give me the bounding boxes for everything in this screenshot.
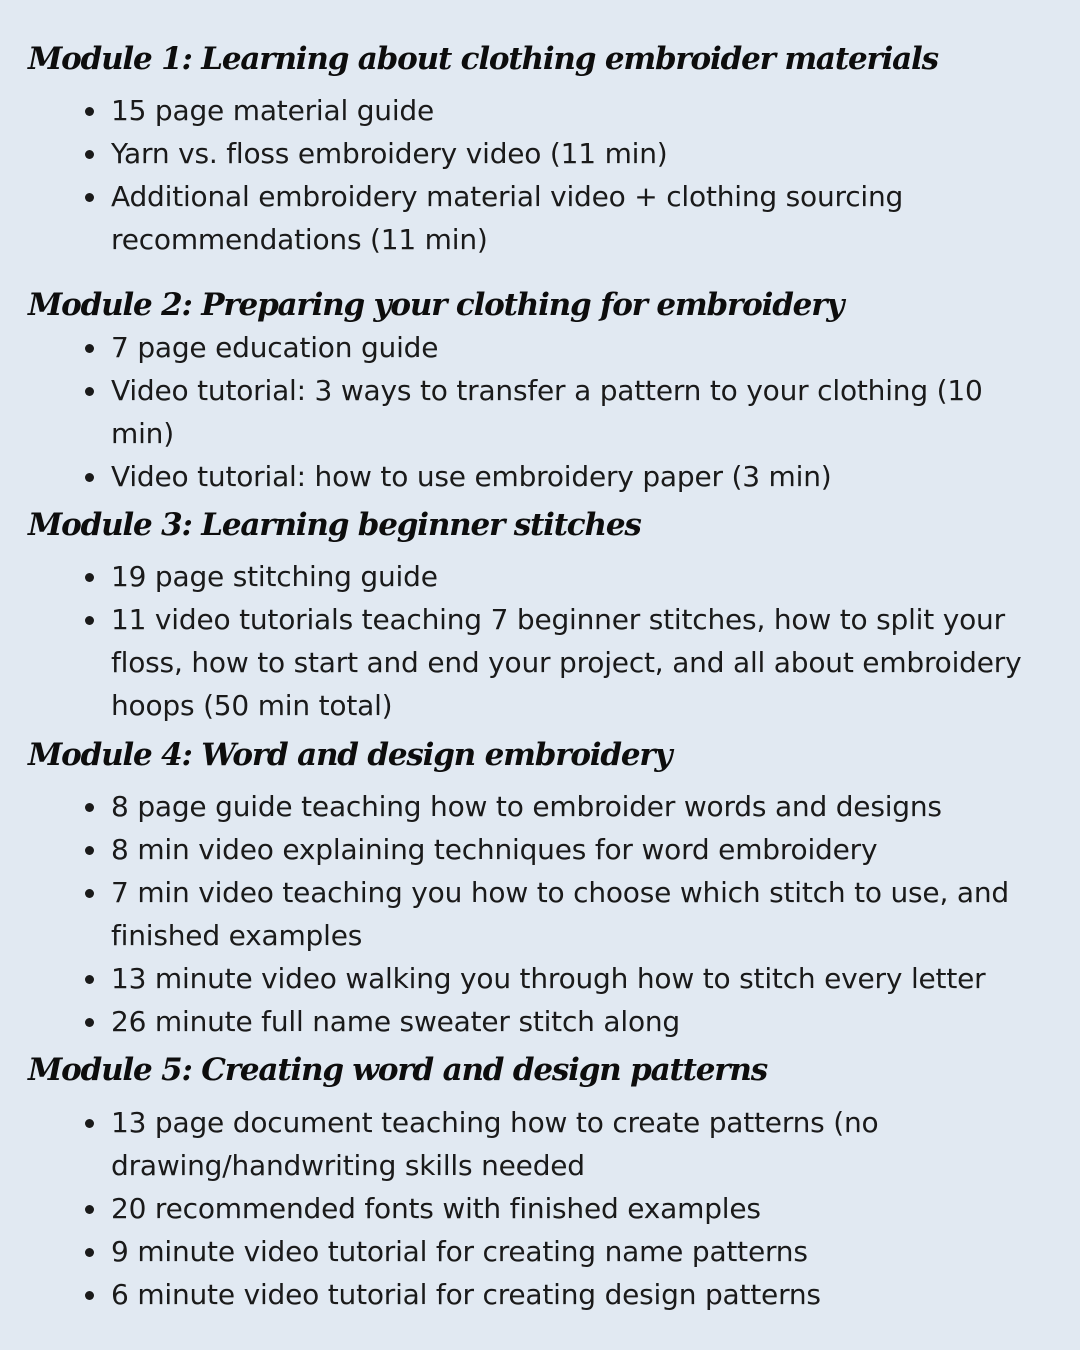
module-3-title: Module 3: Learning beginner stitches	[28, 507, 641, 543]
list-item: 7 min video teaching you how to choose which stitch to use, and finished examples	[0, 871, 1080, 957]
module-4-title: Module 4: Word and design embroidery	[28, 737, 672, 773]
list-item: 26 minute full name sweater stitch along	[0, 1000, 1080, 1043]
list-item: 8 min video explaining techniques for word embroidery	[0, 828, 1080, 871]
list-item: 6 minute video tutorial for creating design patterns	[0, 1273, 1080, 1316]
list-item: 20 recommended fonts with finished examples	[0, 1187, 1080, 1230]
module-2-list	[0, 326, 1080, 498]
list-item: 15 page material guide	[0, 89, 1080, 132]
module-1-list	[0, 89, 1080, 261]
list-item: 9 minute video tutorial for creating name patterns	[0, 1230, 1080, 1273]
list-item: 19 page stitching guide	[0, 555, 1080, 598]
list-item: 7 page education guide	[0, 326, 1080, 369]
list-item: Video tutorial: how to use embroidery paper (3 min)	[0, 455, 1080, 498]
list-item: Video tutorial: 3 ways to transfer a pattern to your clothing (10 min)	[0, 369, 1080, 455]
module-2-title: Module 2: Preparing your clothing for embroidery	[28, 287, 844, 323]
module-1-title: Module 1: Learning about clothing embroider materials	[28, 41, 938, 77]
list-item: Additional embroidery material video + clothing sourcing recommendations (11 min)	[0, 175, 1080, 261]
list-item: 11 video tutorials teaching 7 beginner stitches, how to split your floss, how to start and end your project, and all about embroidery hoops (50 min total)	[0, 598, 1080, 727]
list-item: 13 minute video walking you through how to stitch every letter	[0, 957, 1080, 1000]
module-5-list	[0, 1101, 1080, 1316]
module-4-list	[0, 785, 1080, 1043]
list-item: 8 page guide teaching how to embroider words and designs	[0, 785, 1080, 828]
list-item: Yarn vs. floss embroidery video (11 min)	[0, 132, 1080, 175]
module-3-list	[0, 555, 1080, 727]
module-5-title: Module 5: Creating word and design patterns	[28, 1052, 767, 1088]
list-item: 13 page document teaching how to create patterns (no drawing/handwriting skills needed	[0, 1101, 1080, 1187]
